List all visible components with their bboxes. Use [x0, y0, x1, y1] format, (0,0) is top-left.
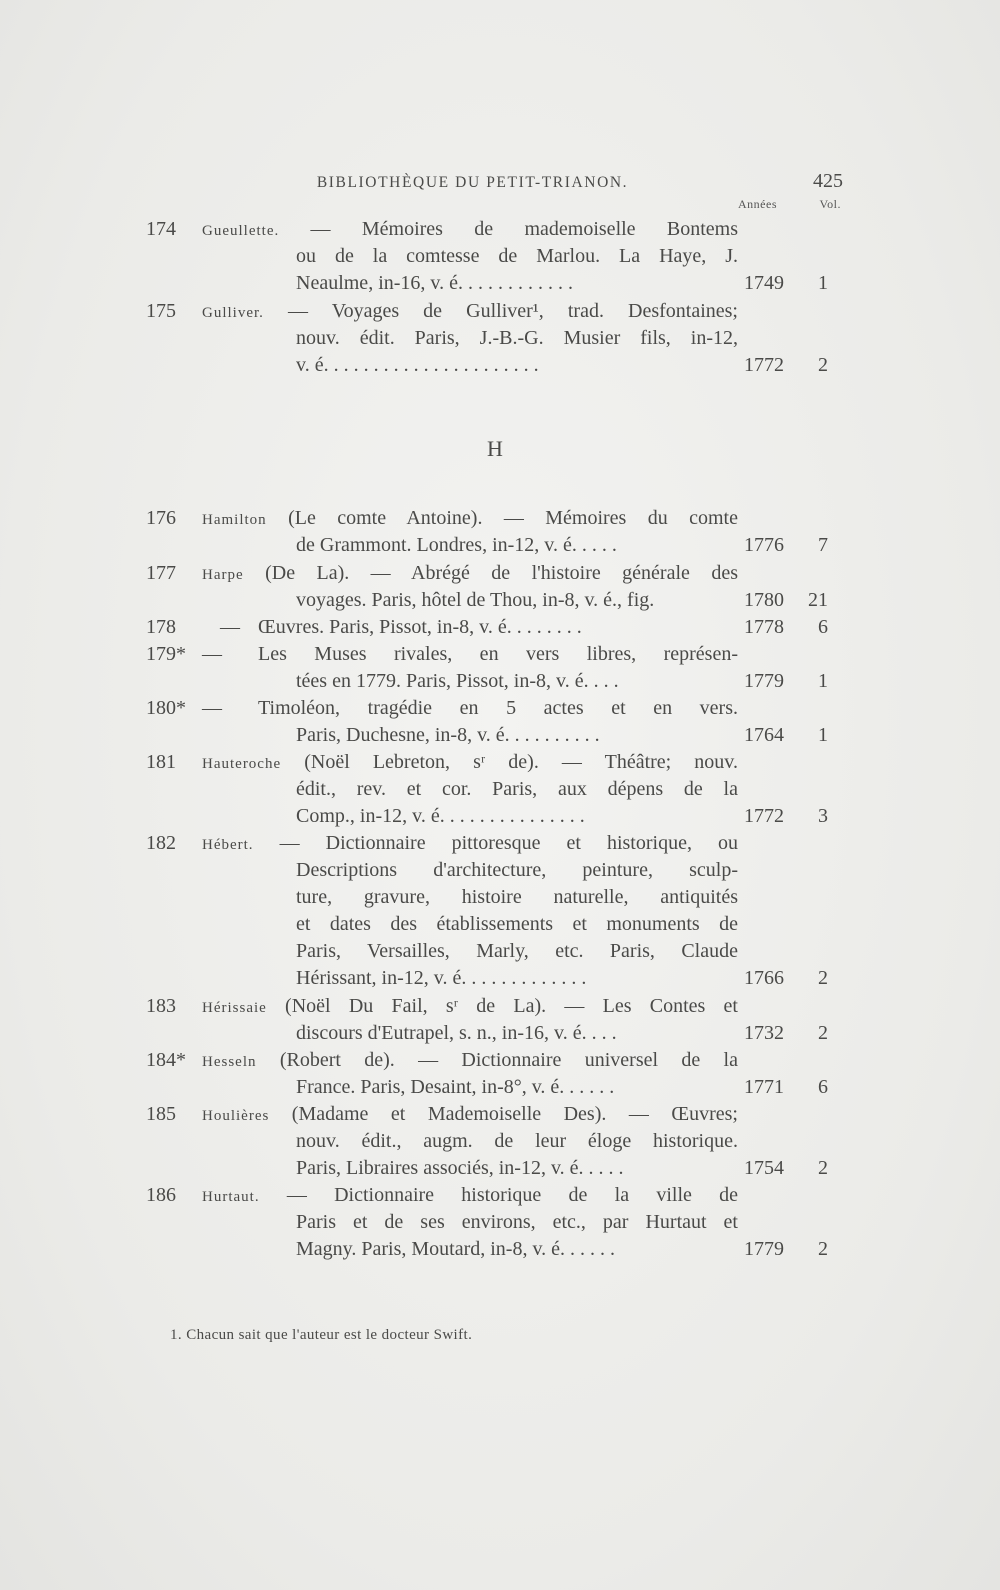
entry-text — [202, 216, 738, 297]
entry-first-line: Gulliver. — Voyages de Gulliver¹, trad. Desfontaines; — [202, 300, 738, 322]
entry-number: 174 — [146, 218, 176, 240]
entry-first-line: — Les Muses rivales, en vers libres, représen- — [202, 641, 738, 668]
page-number: 425 — [813, 170, 843, 192]
ditto-dash: — — [220, 616, 240, 638]
entry-volumes: 1 — [818, 670, 828, 692]
entry-first-line: Gueullette. — Mémoires de mademoiselle Bontems — [202, 218, 738, 240]
entry-volumes: 6 — [818, 616, 828, 638]
entry-continuation-line: Paris, Versailles, Marly, etc. Paris, Claude — [296, 940, 738, 962]
entry-continuation-line: Neaulme, in-16, v. é. . . . . . . . . . . . — [296, 272, 573, 294]
entry-text — [202, 830, 738, 992]
entry-year: 1779 — [744, 670, 784, 692]
entry-continuation-line: Paris, Duchesne, in-8, v. é. . . . . . . . . . — [296, 724, 600, 746]
entry-continuation-line: nouv. édit., augm. de leur éloge historique. — [296, 1130, 738, 1152]
entry-text — [202, 695, 738, 749]
entry-first-line: Hébert. — Dictionnaire pittoresque et historique, ou — [202, 832, 738, 854]
entry-year: 1764 — [744, 724, 784, 746]
entry-continuation-line: et dates des établissements et monuments de — [296, 913, 738, 935]
entry-year: 1778 — [744, 616, 784, 638]
entry-first-line: Hérissaie (Noël Du Fail, sʳ de La). — Les Contes et — [202, 995, 738, 1017]
entry-volumes: 3 — [818, 805, 828, 827]
entry-number: 181 — [146, 751, 176, 773]
author-name: Gulliver. — [202, 305, 264, 321]
entry-volumes: 6 — [818, 1076, 828, 1098]
entry-year: 1772 — [744, 354, 784, 376]
entry-continuation-line: nouv. édit. Paris, J.-B.-G. Musier fils, in-12, — [296, 327, 738, 349]
entry-number: 180* — [146, 697, 186, 719]
entry-volumes: 7 — [818, 534, 828, 556]
entry-continuation-line: v. é. . . . . . . . . . . . . . . . . . . . . . — [296, 354, 539, 376]
entry-continuation-line: discours d'Eutrapel, s. n., in-16, v. é. . . . — [296, 1022, 617, 1044]
author-name: Hauteroche — [202, 756, 282, 772]
entry-text — [202, 641, 738, 695]
entry-number: 176 — [146, 507, 176, 529]
entry-continuation-line: édit., rev. et cor. Paris, aux dépens de la — [296, 778, 738, 800]
entry-year: 1780 — [744, 589, 784, 611]
entry-number: 182 — [146, 832, 176, 854]
entry-text — [202, 1101, 738, 1182]
entry-continuation-line: France. Paris, Desaint, in-8°, v. é. . . . . . — [296, 1076, 615, 1098]
entry-year: 1771 — [744, 1076, 784, 1098]
entry-volumes: 1 — [818, 272, 828, 294]
entry-continuation-line: Magny. Paris, Moutard, in-8, v. é. . . . . . — [296, 1238, 616, 1260]
entry-year: 1779 — [744, 1238, 784, 1260]
entry-text — [202, 1182, 738, 1263]
entry-continuation-line: de Grammont. Londres, in-12, v. é. . . . . — [296, 534, 617, 556]
entry-first-line: — Œuvres. Paris, Pissot, in-8, v. é. . . . . . . . — [202, 614, 738, 641]
entry-first-line: Harpe (De La). — Abrégé de l'histoire générale des — [202, 562, 738, 584]
entry-year: 1754 — [744, 1157, 784, 1179]
entry-first-line: Hurtaut. — Dictionnaire historique de la ville de — [202, 1184, 738, 1206]
entry-volumes: 2 — [818, 1022, 828, 1044]
column-header-vol: Vol. — [819, 197, 841, 211]
entry-year: 1766 — [744, 967, 784, 989]
author-name: Hamilton — [202, 512, 267, 528]
entry-number: 177 — [146, 562, 176, 584]
footnote: 1. Chacun sait que l'auteur est le docteur Swift. — [170, 1327, 473, 1343]
entry-number: 179* — [146, 643, 186, 665]
entry-continuation-line: Paris, Libraires associés, in-12, v. é. . . . . — [296, 1157, 624, 1179]
entry-continuation-line: Descriptions d'architecture, peinture, sculp- — [296, 859, 738, 881]
entry-number: 185 — [146, 1103, 176, 1125]
entry-number: 184* — [146, 1049, 186, 1071]
entry-continuation-line: ou de la comtesse de Marlou. La Haye, J. — [296, 245, 738, 267]
entry-volumes: 2 — [818, 1157, 828, 1179]
entry-year: 1776 — [744, 534, 784, 556]
entry-volumes: 1 — [818, 724, 828, 746]
author-name: Houlières — [202, 1108, 270, 1124]
entry-number: 183 — [146, 995, 176, 1017]
entry-year: 1749 — [744, 272, 784, 294]
entry-continuation-line: voyages. Paris, hôtel de Thou, in-8, v. é., fig. — [296, 589, 655, 611]
entry-continuation-line: tées en 1779. Paris, Pissot, in-8, v. é. . . . — [296, 670, 619, 692]
entry-text — [202, 560, 738, 614]
entry-continuation-line: Hérissant, in-12, v. é. . . . . . . . . . . . . — [296, 967, 587, 989]
entry-continuation-line: Paris et de ses environs, etc., par Hurtaut et — [296, 1211, 738, 1233]
entry-text — [202, 298, 738, 379]
section-letter: H — [487, 436, 503, 461]
entry-text — [202, 505, 738, 559]
ditto-dash: — — [202, 697, 222, 719]
entry-text — [202, 614, 738, 641]
entry-first-line: Houlières (Madame et Mademoiselle Des). — Œuvres; — [202, 1103, 738, 1125]
author-name: Hébert. — [202, 837, 254, 853]
entry-number: 175 — [146, 300, 176, 322]
entry-text — [202, 749, 738, 830]
entry-continuation-line: Comp., in-12, v. é. . . . . . . . . . . . . . . — [296, 805, 585, 827]
entry-volumes: 2 — [818, 354, 828, 376]
author-name: Gueullette. — [202, 223, 280, 239]
running-title: BIBLIOTHÈQUE DU PETIT-TRIANON. — [316, 174, 629, 191]
entry-year: 1732 — [744, 1022, 784, 1044]
entry-continuation-line: ture, gravure, histoire naturelle, antiquités — [296, 886, 738, 908]
entry-number: 186 — [146, 1184, 176, 1206]
entry-text — [202, 1047, 738, 1101]
entry-first-line: Hamilton (Le comte Antoine). — Mémoires du comte — [202, 507, 738, 529]
entry-volumes: 21 — [808, 589, 828, 611]
entry-number: 178 — [146, 616, 176, 638]
running-head — [150, 170, 845, 196]
column-header-years: Années — [738, 197, 777, 211]
author-name: Harpe — [202, 567, 244, 583]
entry-first-line: — Timoléon, tragédie en 5 actes et en vers. — [202, 695, 738, 722]
entry-volumes: 2 — [818, 967, 828, 989]
author-name: Hurtaut. — [202, 1189, 260, 1205]
entry-first-line: Hesseln (Robert de). — Dictionnaire universel de la — [202, 1049, 738, 1071]
entry-first-line: Hauteroche (Noël Lebreton, sʳ de). — Théâtre; nouv. — [202, 751, 738, 773]
author-name: Hesseln — [202, 1054, 257, 1070]
entry-volumes: 2 — [818, 1238, 828, 1260]
entry-text — [202, 993, 738, 1047]
ditto-dash: — — [202, 643, 222, 665]
entry-year: 1772 — [744, 805, 784, 827]
author-name: Hérissaie — [202, 1000, 267, 1016]
